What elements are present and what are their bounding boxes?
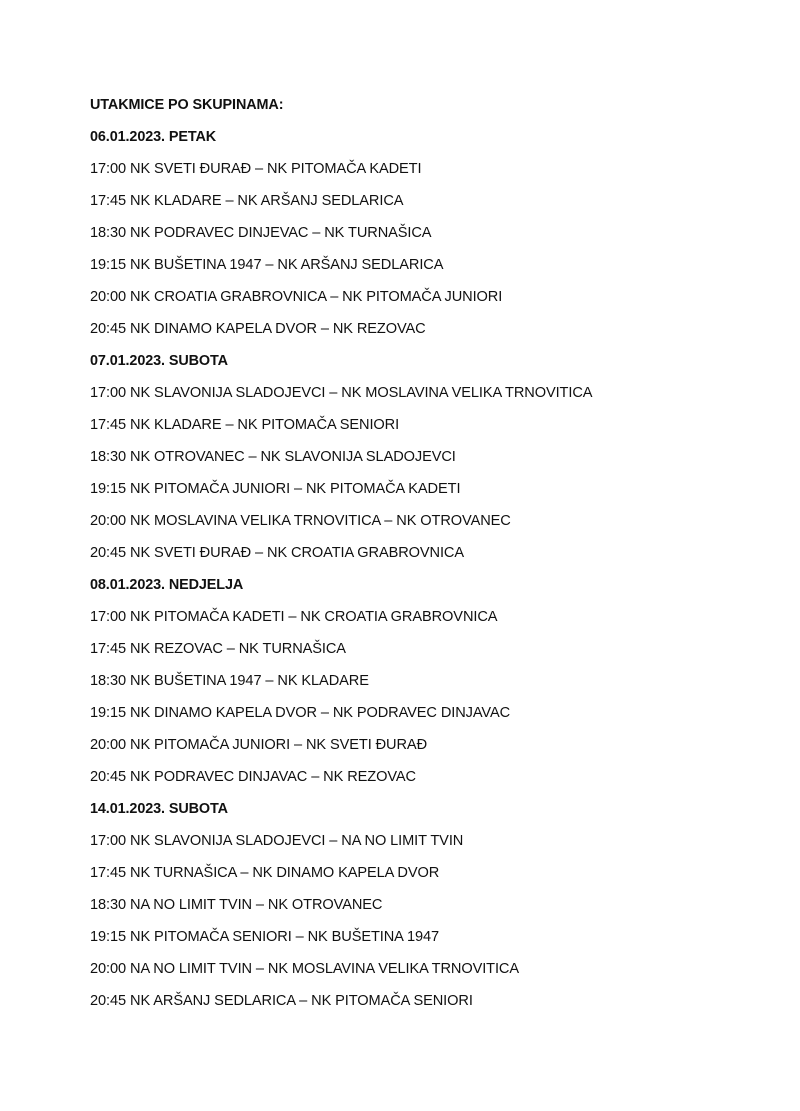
match-time: 17:45: [90, 417, 127, 433]
match-time: 19:15: [90, 257, 127, 273]
match-time: 17:00: [90, 833, 127, 849]
match-teams: NK PITOMAČA SENIORI – NK BUŠETINA 1947: [130, 929, 440, 945]
match-row: [90, 889, 770, 921]
match-time: 18:30: [90, 225, 127, 241]
match-row: [90, 217, 770, 249]
match-time: 17:45: [90, 641, 127, 657]
match-teams: NK OTROVANEC – NK SLAVONIJA SLADOJEVCI: [130, 449, 456, 465]
match-row: [90, 857, 770, 889]
match-teams: NK SLAVONIJA SLADOJEVCI – NA NO LIMIT TVIN: [130, 833, 464, 849]
match-row: [90, 185, 770, 217]
match-row: [90, 441, 770, 473]
match-teams: NK PITOMAČA KADETI – NK CROATIA GRABROVNICA: [130, 609, 498, 625]
match-teams: NK SVETI ĐURAĐ – NK PITOMAČA KADETI: [130, 161, 422, 177]
match-time: 19:15: [90, 705, 127, 721]
match-row: [90, 601, 770, 633]
page-title: UTAKMICE PO SKUPINAMA:: [90, 97, 284, 113]
match-time: 18:30: [90, 897, 127, 913]
match-teams: NK KLADARE – NK PITOMAČA SENIORI: [130, 417, 400, 433]
match-row: [90, 921, 770, 953]
match-teams: NK BUŠETINA 1947 – NK ARŠANJ SEDLARICA: [130, 257, 444, 273]
match-row: [90, 153, 770, 185]
match-time: 18:30: [90, 449, 127, 465]
match-row: [90, 409, 770, 441]
match-time: 17:00: [90, 161, 127, 177]
match-row: [90, 473, 770, 505]
match-teams: NA NO LIMIT TVIN – NK MOSLAVINA VELIKA TRNOVITICA: [130, 961, 520, 977]
match-time: 20:45: [90, 993, 127, 1009]
match-row: [90, 953, 770, 985]
match-teams: NK SLAVONIJA SLADOJEVCI – NK MOSLAVINA VELIKA TRNOVITICA: [130, 385, 593, 401]
match-teams: NK PITOMAČA JUNIORI – NK SVETI ĐURAĐ: [130, 737, 428, 753]
match-teams: NK KLADARE – NK ARŠANJ SEDLARICA: [130, 193, 404, 209]
day-heading: 14.01.2023. SUBOTA: [90, 801, 228, 817]
match-time: 17:00: [90, 609, 127, 625]
match-row: [90, 633, 770, 665]
day-heading: 08.01.2023. NEDJELJA: [90, 577, 244, 593]
match-time: 20:45: [90, 769, 127, 785]
match-teams: NK CROATIA GRABROVNICA – NK PITOMAČA JUNIORI: [130, 289, 503, 305]
day-heading: 06.01.2023. PETAK: [90, 129, 217, 145]
match-time: 20:00: [90, 289, 127, 305]
match-teams: NK PITOMAČA JUNIORI – NK PITOMAČA KADETI: [130, 481, 461, 497]
match-time: 18:30: [90, 673, 127, 689]
match-teams: NK MOSLAVINA VELIKA TRNOVITICA – NK OTROVANEC: [130, 513, 511, 529]
match-time: 20:00: [90, 513, 127, 529]
match-time: 17:45: [90, 193, 127, 209]
match-row: [90, 729, 770, 761]
day-heading: 07.01.2023. SUBOTA: [90, 353, 228, 369]
match-time: 19:15: [90, 481, 127, 497]
match-time: 20:45: [90, 321, 127, 337]
match-teams: NA NO LIMIT TVIN – NK OTROVANEC: [130, 897, 383, 913]
match-teams: NK BUŠETINA 1947 – NK KLADARE: [130, 673, 369, 689]
match-teams: NK PODRAVEC DINJAVAC – NK REZOVAC: [130, 769, 416, 785]
match-row: [90, 537, 770, 569]
match-teams: NK ARŠANJ SEDLARICA – NK PITOMAČA SENIORI: [130, 993, 473, 1009]
match-row: [90, 249, 770, 281]
match-row: [90, 985, 770, 1017]
document-page: [90, 89, 770, 1017]
match-row: [90, 761, 770, 793]
match-teams: NK PODRAVEC DINJEVAC – NK TURNAŠICA: [130, 225, 432, 241]
match-teams: NK TURNAŠICA – NK DINAMO KAPELA DVOR: [130, 865, 440, 881]
match-row: [90, 377, 770, 409]
match-teams: NK DINAMO KAPELA DVOR – NK PODRAVEC DINJAVAC: [130, 705, 511, 721]
match-time: 17:00: [90, 385, 127, 401]
match-row: [90, 665, 770, 697]
match-row: [90, 505, 770, 537]
match-row: [90, 281, 770, 313]
match-time: 19:15: [90, 929, 127, 945]
match-row: [90, 697, 770, 729]
match-time: 20:00: [90, 737, 127, 753]
match-time: 20:45: [90, 545, 127, 561]
match-teams: NK DINAMO KAPELA DVOR – NK REZOVAC: [130, 321, 426, 337]
match-time: 17:45: [90, 865, 127, 881]
match-time: 20:00: [90, 961, 127, 977]
match-row: [90, 313, 770, 345]
match-row: [90, 825, 770, 857]
match-teams: NK SVETI ĐURAĐ – NK CROATIA GRABROVNICA: [130, 545, 465, 561]
match-teams: NK REZOVAC – NK TURNAŠICA: [130, 641, 346, 657]
